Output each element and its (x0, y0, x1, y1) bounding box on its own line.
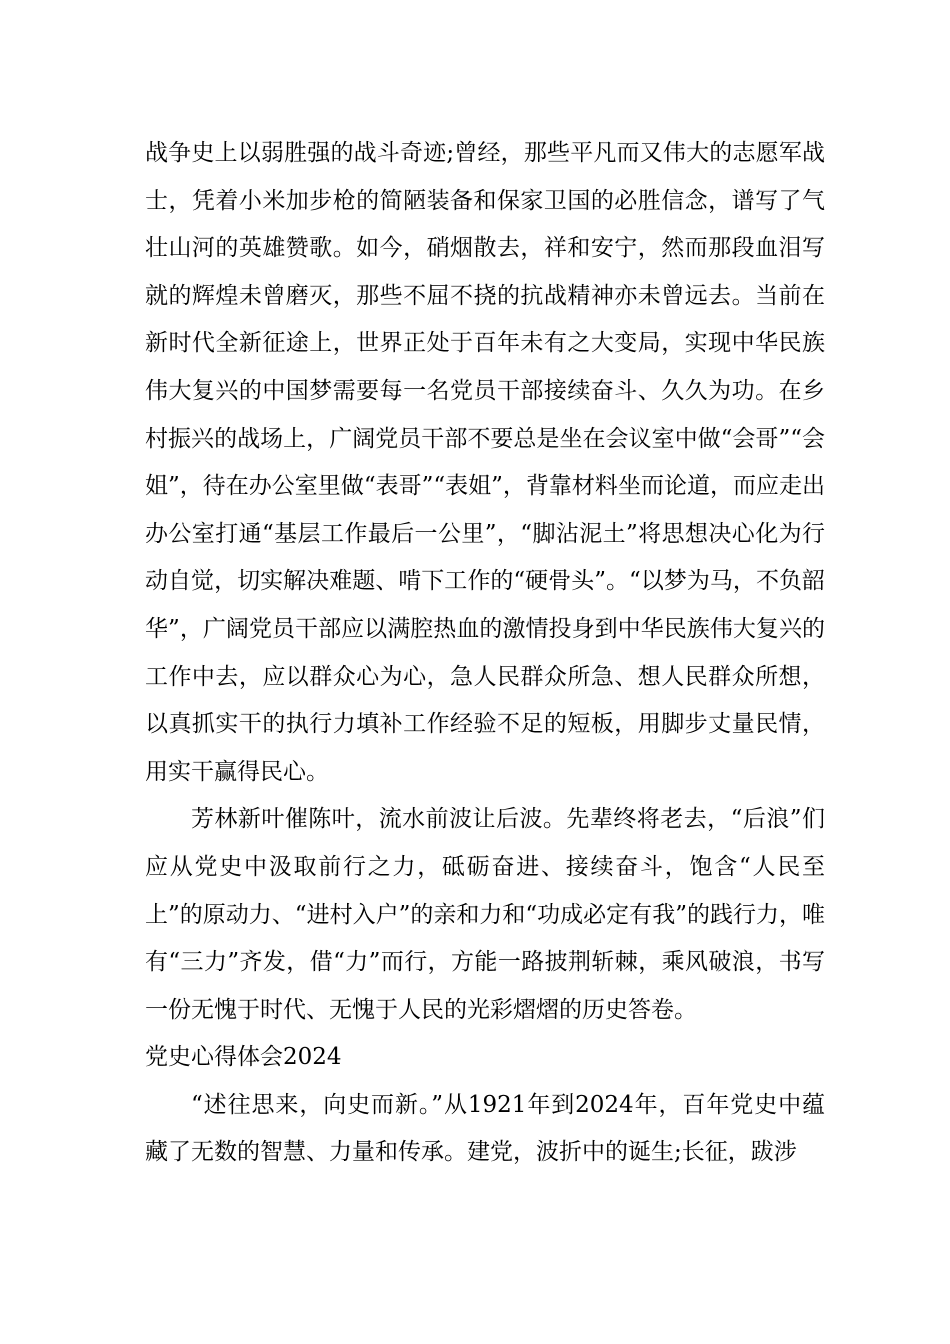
body-paragraph-3: “述往思来，向史而新。”从1921年到2024年，百年党史中蕴藏了无数的智慧、力量和传承。建党，波折中的诞生;长征，跋涉 (145, 1091, 825, 1166)
document-page (145, 130, 825, 1177)
section-title: 党史心得体会2024 (145, 1044, 342, 1071)
body-paragraph-1: 战争史上以弱胜强的战斗奇迹;曾经，那些平凡而又伟大的志愿军战士，凭着小米加步枪的简陋装备和保家卫国的必胜信念，谱写了气壮山河的英雄赞歌。如今，硝烟散去，祥和安宁，然而那段血泪写就的辉煌未曾磨灭，那些不屈不挠的抗战精神亦未曾远去。当前在新时代全新征途上，世界正处于百年未有之大变局，实现中华民族伟大复兴的中国梦需要每一名党员干部接续奋斗、久久为功。在乡村振兴的战场上，广阔党员干部不要总是坐在会议室中做“会哥”“会姐”，待在办公室里做“表哥”“表姐”，背靠材料坐而论道，而应走出办公室打通“基层工作最后一公里”，“脚沾泥土”将思想决心化为行动自觉，切实解决难题、啃下工作的“硬骨头”。“以梦为马，不负韶华”，广阔党员干部应以满腔热血的激情投身到中华民族伟大复兴的工作中去，应以群众心为心，急人民群众所急、想人民群众所想，以真抓实干的执行力填补工作经验不足的短板，用脚步丈量民情，用实干赢得民心。 (145, 140, 825, 785)
body-paragraph-2: 芳林新叶催陈叶，流水前波让后波。先辈终将老去，“后浪”们应从党史中汲取前行之力，砥砺奋进、接续奋斗，饱含“人民至上”的原动力、“进村入户”的亲和力和“功成必定有我”的践行力，唯有“三力”齐发，借“力”而行，方能一路披荆斩棘，乘风破浪，书写一份无愧于时代、无愧于人民的光彩熠熠的历史答卷。 (145, 806, 825, 1023)
